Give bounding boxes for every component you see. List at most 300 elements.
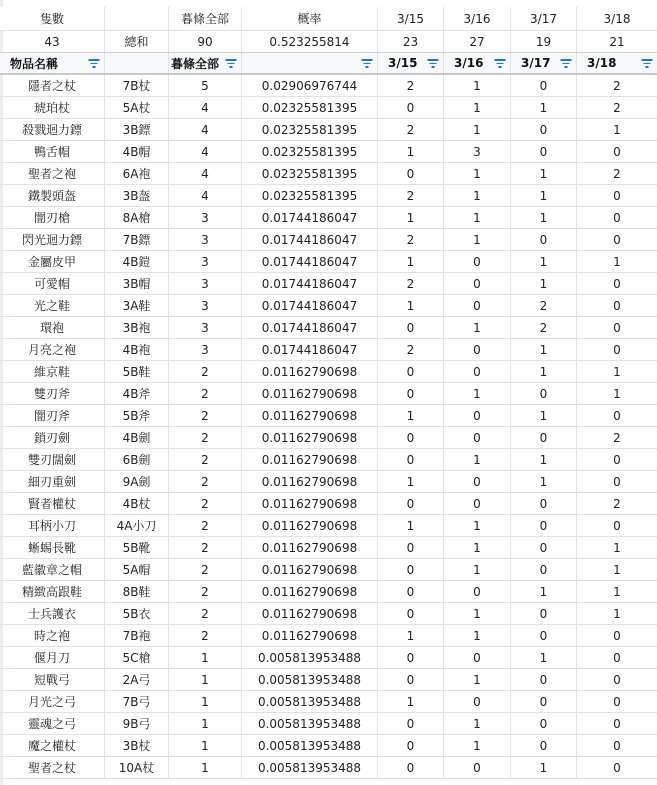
cell-item-prob[interactable]: 0.02906976744: [242, 75, 378, 96]
cell-item-date[interactable]: 0: [444, 493, 511, 514]
cell-item-name[interactable]: 賢者權杖: [0, 493, 105, 514]
cell-item-date[interactable]: 0: [511, 493, 577, 514]
cell-item-name[interactable]: 蜥蜴長靴: [0, 537, 105, 558]
cell-item-name[interactable]: 月光之弓: [0, 691, 105, 712]
cell-item-code[interactable]: 9A劍: [105, 471, 169, 492]
cell-item-name[interactable]: 時之袍: [0, 625, 105, 646]
cell-item-all[interactable]: 2: [169, 625, 242, 646]
cell-item-date[interactable]: 1: [613, 254, 621, 269]
cell-item-date[interactable]: 2: [378, 119, 444, 140]
cell-item-date[interactable]: 0: [444, 273, 511, 294]
cell-item-code[interactable]: 4B劍: [105, 427, 169, 448]
cell-item-date[interactable]: 0: [613, 232, 621, 247]
cell-item-date[interactable]: 1: [511, 339, 577, 360]
cell-item-name[interactable]: 殺戮迴力鏢: [0, 119, 105, 140]
cell-item-prob[interactable]: 0.02325581395: [242, 185, 378, 206]
cell-item-date[interactable]: 1: [378, 207, 444, 228]
cell-item-date[interactable]: 0: [511, 141, 577, 162]
cell-item-prob[interactable]: 0.01162790698: [242, 383, 378, 404]
cell-count-label[interactable]: 隻數: [0, 7, 105, 30]
cell-item-code[interactable]: 5B衣: [105, 603, 169, 624]
cell-item-date[interactable]: 0: [613, 716, 621, 731]
cell-item-date[interactable]: 0: [511, 713, 577, 734]
cell-item-date[interactable]: 0: [511, 691, 577, 712]
cell-item-name[interactable]: 短戰弓: [0, 669, 105, 690]
cell-item-code[interactable]: 8A槍: [105, 207, 169, 228]
cell-item-date[interactable]: 2: [613, 496, 621, 511]
cell-item-name[interactable]: 士兵護衣: [0, 603, 105, 624]
cell-item-date[interactable]: 0: [378, 493, 444, 514]
cell-item-all[interactable]: 3: [169, 251, 242, 272]
cell-item-date[interactable]: 1: [444, 735, 511, 756]
cell-item-all[interactable]: 3: [169, 339, 242, 360]
cell-item-date[interactable]: 1: [511, 471, 577, 492]
cell-item-prob[interactable]: 0.01744186047: [242, 251, 378, 272]
cell-item-name[interactable]: 鐵製頭盔: [0, 185, 105, 206]
cell-item-name[interactable]: 金屬皮甲: [0, 251, 105, 272]
cell-item-date[interactable]: 1: [444, 207, 511, 228]
cell-item-name[interactable]: 魔之權杖: [0, 735, 105, 756]
cell-item-date[interactable]: 1: [613, 364, 621, 379]
cell-blank[interactable]: [105, 7, 169, 30]
cell-item-all[interactable]: 1: [169, 713, 242, 734]
cell-item-name[interactable]: 鴨舌帽: [0, 141, 105, 162]
cell-item-name[interactable]: 靈魂之弓: [0, 713, 105, 734]
cell-item-date[interactable]: 1: [511, 757, 577, 778]
cell-item-prob[interactable]: 0.01162790698: [242, 559, 378, 580]
cell-item-all[interactable]: 2: [169, 581, 242, 602]
cell-date-total[interactable]: 21: [609, 34, 625, 49]
cell-item-date[interactable]: 1: [511, 207, 577, 228]
cell-item-date[interactable]: 1: [378, 691, 444, 712]
cell-item-date[interactable]: 0: [378, 97, 444, 118]
cell-item-all[interactable]: 4: [169, 141, 242, 162]
cell-item-date[interactable]: 0: [511, 537, 577, 558]
cell-item-prob[interactable]: 0.005813953488: [242, 757, 378, 778]
cell-item-date[interactable]: 0: [613, 518, 621, 533]
cell-item-date[interactable]: 0: [613, 408, 621, 423]
cell-item-prob[interactable]: 0.01162790698: [242, 581, 378, 602]
header-date-label: 3/18: [587, 56, 617, 70]
cell-item-prob[interactable]: 0.01744186047: [242, 273, 378, 294]
cell-item-code[interactable]: 5B靴: [105, 537, 169, 558]
cell-item-name[interactable]: 維京鞋: [0, 361, 105, 382]
cell-item-date[interactable]: 2: [613, 430, 621, 445]
table-row: [0, 229, 657, 251]
cell-item-code[interactable]: 8B鞋: [105, 581, 169, 602]
cell-item-date[interactable]: 3: [444, 141, 511, 162]
cell-item-code[interactable]: 5B斧: [105, 405, 169, 426]
cell-item-code[interactable]: 4B斧: [105, 383, 169, 404]
cell-item-date[interactable]: 0: [613, 760, 621, 775]
cell-item-name[interactable]: 月亮之袍: [0, 339, 105, 360]
cell-item-date[interactable]: 1: [444, 163, 511, 184]
cell-item-date[interactable]: 0: [511, 735, 577, 756]
cell-item-code[interactable]: 4B袍: [105, 339, 169, 360]
cell-item-prob[interactable]: 0.01162790698: [242, 493, 378, 514]
cell-item-date[interactable]: 1: [444, 449, 511, 470]
cell-item-name[interactable]: 闇刃槍: [0, 207, 105, 228]
cell-item-prob[interactable]: 0.01744186047: [242, 229, 378, 250]
cell-item-date[interactable]: 2: [613, 78, 621, 93]
filter-icon[interactable]: [225, 58, 237, 68]
cell-item-name[interactable]: 閃光迴力鏢: [0, 229, 105, 250]
cell-item-date[interactable]: 1: [444, 537, 511, 558]
cell-item-all[interactable]: 2: [169, 405, 242, 426]
cell-item-date[interactable]: 1: [613, 606, 621, 621]
cell-item-prob[interactable]: 0.01162790698: [242, 361, 378, 382]
cell-item-prob[interactable]: 0.02325581395: [242, 97, 378, 118]
cell-item-prob[interactable]: 0.01162790698: [242, 625, 378, 646]
cell-item-date[interactable]: 1: [444, 713, 511, 734]
header-code[interactable]: [105, 53, 169, 73]
cell-item-name[interactable]: 鎖刃劍: [0, 427, 105, 448]
cell-item-name[interactable]: 細刃重劍: [0, 471, 105, 492]
cell-item-code[interactable]: 4B杖: [105, 493, 169, 514]
cell-item-date[interactable]: 1: [444, 97, 511, 118]
cell-item-date[interactable]: 1: [511, 251, 577, 272]
cell-item-code[interactable]: 4B帽: [105, 141, 169, 162]
cell-item-date[interactable]: 0: [378, 647, 444, 668]
filter-icon[interactable]: [427, 58, 439, 68]
cell-item-name[interactable]: 琥珀杖: [0, 97, 105, 118]
cell-item-date[interactable]: 0: [378, 559, 444, 580]
cell-item-date[interactable]: 1: [511, 273, 577, 294]
cell-item-name[interactable]: 耳柄小刀: [0, 515, 105, 536]
cell-item-date[interactable]: 0: [444, 427, 511, 448]
cell-item-code[interactable]: 6A袍: [105, 163, 169, 184]
cell-item-code[interactable]: 7B鏢: [105, 229, 169, 250]
cell-total-value[interactable]: 90: [169, 31, 242, 52]
cell-item-code[interactable]: 5C槍: [105, 647, 169, 668]
header-all-label: 暮條全部: [171, 56, 220, 71]
cell-item-date[interactable]: 0: [378, 713, 444, 734]
cell-item-date[interactable]: 1: [613, 386, 621, 401]
cell-item-all[interactable]: 3: [169, 229, 242, 250]
cell-item-all[interactable]: 3: [169, 207, 242, 228]
cell-item-date[interactable]: 0: [444, 405, 511, 426]
cell-item-code[interactable]: 2A弓: [105, 669, 169, 690]
cell-item-date[interactable]: 0: [511, 229, 577, 250]
cell-item-date[interactable]: 2: [511, 295, 577, 316]
cell-item-date[interactable]: 1: [444, 119, 511, 140]
cell-item-date[interactable]: 1: [444, 317, 511, 338]
cell-item-date[interactable]: 0: [378, 603, 444, 624]
cell-item-date[interactable]: 2: [613, 100, 621, 115]
cell-item-date[interactable]: 0: [378, 361, 444, 382]
cell-item-date[interactable]: 0: [511, 75, 577, 96]
filter-icon[interactable]: [560, 58, 572, 68]
cell-item-date[interactable]: 0: [511, 625, 577, 646]
cell-item-date[interactable]: 0: [444, 647, 511, 668]
cell-item-date[interactable]: 0: [378, 669, 444, 690]
cell-item-name[interactable]: 精緻高跟鞋: [0, 581, 105, 602]
cell-item-code[interactable]: 5A帽: [105, 559, 169, 580]
cell-item-all[interactable]: 1: [169, 647, 242, 668]
cell-item-date[interactable]: 1: [511, 449, 577, 470]
header-date[interactable]: [378, 53, 444, 73]
cell-item-code[interactable]: 7B杖: [105, 75, 169, 96]
cell-item-date[interactable]: 1: [378, 251, 444, 272]
filter-icon[interactable]: [494, 58, 506, 68]
cell-item-date[interactable]: 1: [444, 669, 511, 690]
cell-item-date[interactable]: 0: [613, 276, 621, 291]
cell-item-prob[interactable]: 0.005813953488: [242, 713, 378, 734]
cell-item-date[interactable]: 0: [378, 163, 444, 184]
cell-item-name[interactable]: 可愛帽: [0, 273, 105, 294]
header-name[interactable]: [0, 53, 105, 73]
cell-item-all[interactable]: 1: [169, 691, 242, 712]
cell-item-date[interactable]: 1: [444, 559, 511, 580]
cell-item-date[interactable]: 0: [613, 474, 621, 489]
cell-item-prob[interactable]: 0.01162790698: [242, 449, 378, 470]
cell-item-date[interactable]: 0: [613, 342, 621, 357]
cell-total-label[interactable]: 總和: [105, 31, 169, 52]
table-row: [0, 757, 657, 779]
cell-item-prob[interactable]: 0.01162790698: [242, 405, 378, 426]
cell-item-all[interactable]: 3: [169, 273, 242, 294]
cell-date-label[interactable]: 3/15: [378, 7, 444, 30]
cell-item-name[interactable]: 偃月刀: [0, 647, 105, 668]
cell-item-all[interactable]: 2: [169, 471, 242, 492]
cell-item-all[interactable]: 4: [169, 185, 242, 206]
cell-item-all[interactable]: 2: [169, 515, 242, 536]
cell-item-date[interactable]: 0: [511, 559, 577, 580]
cell-item-date[interactable]: 2: [511, 317, 577, 338]
cell-count-value[interactable]: 43: [0, 31, 105, 52]
cell-item-prob[interactable]: 0.005813953488: [242, 669, 378, 690]
cell-item-all[interactable]: 2: [169, 559, 242, 580]
cell-item-code[interactable]: 6B劍: [105, 449, 169, 470]
cell-item-date[interactable]: 0: [444, 295, 511, 316]
cell-item-code[interactable]: 7B弓: [105, 691, 169, 712]
cell-item-code[interactable]: 3B盔: [105, 185, 169, 206]
cell-item-date[interactable]: 2: [378, 339, 444, 360]
table-row: [0, 405, 657, 427]
cell-item-date[interactable]: 0: [613, 738, 621, 753]
cell-item-prob[interactable]: 0.01162790698: [242, 471, 378, 492]
cell-item-date[interactable]: 0: [511, 119, 577, 140]
cell-item-date[interactable]: 0: [378, 735, 444, 756]
cell-item-date[interactable]: 0: [613, 628, 621, 643]
cell-item-all[interactable]: 2: [169, 603, 242, 624]
cell-date-total[interactable]: 19: [511, 31, 577, 52]
cell-item-all[interactable]: 2: [169, 537, 242, 558]
cell-item-date[interactable]: 0: [613, 452, 621, 467]
cell-item-prob[interactable]: 0.005813953488: [242, 691, 378, 712]
cell-item-name[interactable]: 環袍: [0, 317, 105, 338]
header-date[interactable]: [511, 53, 577, 73]
cell-item-name[interactable]: 光之鞋: [0, 295, 105, 316]
cell-item-date[interactable]: 2: [378, 185, 444, 206]
cell-item-date[interactable]: 2: [613, 166, 621, 181]
table-row: [0, 471, 657, 493]
cell-item-date[interactable]: 1: [511, 581, 577, 602]
cell-item-code[interactable]: 7B袍: [105, 625, 169, 646]
header-date[interactable]: [444, 53, 511, 73]
cell-item-code[interactable]: 10A杖: [105, 757, 169, 778]
cell-item-date[interactable]: 1: [511, 647, 577, 668]
table-row: [0, 735, 657, 757]
cell-item-date[interactable]: 2: [378, 273, 444, 294]
cell-prob-label[interactable]: 概率: [242, 7, 378, 30]
cell-item-code[interactable]: 3B杖: [105, 735, 169, 756]
header-prob[interactable]: [242, 53, 378, 73]
cell-item-date[interactable]: 1: [444, 603, 511, 624]
cell-item-name[interactable]: 聖者之杖: [0, 757, 105, 778]
cell-item-prob[interactable]: 0.02325581395: [242, 119, 378, 140]
cell-item-date[interactable]: 0: [444, 691, 511, 712]
cell-item-date[interactable]: 0: [511, 515, 577, 536]
cell-item-prob[interactable]: 0.02325581395: [242, 141, 378, 162]
cell-item-prob[interactable]: 0.005813953488: [242, 735, 378, 756]
cell-item-code[interactable]: 9B弓: [105, 713, 169, 734]
cell-all-label[interactable]: 暮條全部: [169, 7, 242, 30]
table-row: [0, 317, 657, 339]
cell-item-date[interactable]: 1: [444, 625, 511, 646]
cell-item-all[interactable]: 3: [169, 317, 242, 338]
cell-item-date[interactable]: 1: [378, 141, 444, 162]
cell-item-name[interactable]: 藍徽章之帽: [0, 559, 105, 580]
cell-date-label[interactable]: 3/17: [511, 7, 577, 30]
cell-item-date[interactable]: 0: [378, 383, 444, 404]
cell-item-prob[interactable]: 0.01162790698: [242, 603, 378, 624]
cell-item-code[interactable]: 4A小刀: [105, 515, 169, 536]
cell-item-all[interactable]: 4: [169, 163, 242, 184]
cell-item-date[interactable]: 0: [378, 427, 444, 448]
cell-item-code[interactable]: 3B袍: [105, 317, 169, 338]
cell-item-date[interactable]: 1: [444, 515, 511, 536]
filter-icon[interactable]: [88, 58, 100, 68]
cell-date-label[interactable]: 3/16: [444, 7, 511, 30]
cell-item-date[interactable]: 0: [444, 581, 511, 602]
cell-item-all[interactable]: 1: [169, 735, 242, 756]
cell-item-prob[interactable]: 0.01162790698: [242, 537, 378, 558]
cell-item-all[interactable]: 1: [169, 757, 242, 778]
cell-item-date[interactable]: 1: [511, 163, 577, 184]
cell-item-code[interactable]: 3B鏢: [105, 119, 169, 140]
cell-item-date[interactable]: 0: [378, 449, 444, 470]
cell-item-name[interactable]: 闇刃斧: [0, 405, 105, 426]
cell-item-date[interactable]: 0: [613, 188, 621, 203]
cell-item-all[interactable]: 5: [169, 75, 242, 96]
cell-item-name[interactable]: 雙刃闊劍: [0, 449, 105, 470]
cell-item-name[interactable]: 聖者之袍: [0, 163, 105, 184]
cell-item-date[interactable]: 1: [378, 405, 444, 426]
cell-item-date[interactable]: 0: [378, 537, 444, 558]
cell-item-all[interactable]: 3: [169, 295, 242, 316]
cell-item-code[interactable]: 3B帽: [105, 273, 169, 294]
cell-item-date[interactable]: 1: [613, 562, 621, 577]
cell-item-date[interactable]: 1: [511, 405, 577, 426]
cell-item-date[interactable]: 1: [378, 515, 444, 536]
cell-item-date[interactable]: 0: [613, 694, 621, 709]
cell-item-date[interactable]: 1: [613, 584, 621, 599]
cell-item-date[interactable]: 0: [511, 669, 577, 690]
cell-item-code[interactable]: 3A鞋: [105, 295, 169, 316]
table-row: [0, 625, 657, 647]
cell-item-date[interactable]: 1: [378, 295, 444, 316]
cell-item-date[interactable]: 1: [444, 229, 511, 250]
cell-item-date[interactable]: 0: [444, 471, 511, 492]
cell-item-date[interactable]: 2: [378, 75, 444, 96]
filter-icon[interactable]: [641, 58, 653, 68]
header-all[interactable]: [169, 53, 242, 73]
cell-item-all[interactable]: 4: [169, 119, 242, 140]
cell-item-date[interactable]: 1: [444, 383, 511, 404]
header-date[interactable]: [577, 53, 657, 73]
cell-item-date[interactable]: 0: [613, 320, 621, 335]
cell-date-total[interactable]: 23: [378, 31, 444, 52]
cell-item-name[interactable]: 雙刃斧: [0, 383, 105, 404]
cell-item-date[interactable]: 1: [613, 540, 621, 555]
cell-item-all[interactable]: 2: [169, 361, 242, 382]
cell-item-all[interactable]: 2: [169, 383, 242, 404]
cell-item-date[interactable]: 1: [511, 185, 577, 206]
cell-item-date[interactable]: 1: [511, 97, 577, 118]
table-row: [0, 75, 657, 97]
cell-item-date[interactable]: 0: [511, 383, 577, 404]
cell-item-date[interactable]: 0: [378, 317, 444, 338]
cell-item-date[interactable]: 0: [444, 361, 511, 382]
filter-icon[interactable]: [361, 58, 373, 68]
cell-item-date[interactable]: 0: [613, 650, 621, 665]
cell-item-all[interactable]: 2: [169, 427, 242, 448]
cell-item-all[interactable]: 2: [169, 493, 242, 514]
cell-item-date[interactable]: 0: [444, 757, 511, 778]
cell-date-label[interactable]: 3/18: [603, 11, 631, 26]
table-row: [0, 427, 657, 449]
cell-date-total[interactable]: 27: [444, 31, 511, 52]
cell-item-date[interactable]: 1: [511, 361, 577, 382]
cell-item-prob[interactable]: 0.01744186047: [242, 295, 378, 316]
cell-item-name[interactable]: 隱者之杖: [0, 75, 105, 96]
cell-item-code[interactable]: 5A杖: [105, 97, 169, 118]
table-row: [0, 493, 657, 515]
cell-item-date[interactable]: 1: [613, 122, 621, 137]
cell-item-prob[interactable]: 0.02325581395: [242, 163, 378, 184]
cell-item-all[interactable]: 2: [169, 449, 242, 470]
cell-item-prob[interactable]: 0.005813953488: [242, 647, 378, 668]
cell-item-date[interactable]: 0: [444, 251, 511, 272]
cell-item-date[interactable]: 1: [444, 185, 511, 206]
cell-item-date[interactable]: 0: [378, 757, 444, 778]
cell-item-date[interactable]: 1: [378, 471, 444, 492]
cell-item-date[interactable]: 1: [444, 75, 511, 96]
cell-item-date[interactable]: 2: [378, 229, 444, 250]
cell-item-date[interactable]: 0: [613, 672, 621, 687]
cell-item-date[interactable]: 0: [511, 427, 577, 448]
cell-item-date[interactable]: 0: [444, 339, 511, 360]
cell-item-all[interactable]: 1: [169, 669, 242, 690]
cell-item-all[interactable]: 4: [169, 97, 242, 118]
cell-item-code[interactable]: 5B鞋: [105, 361, 169, 382]
cell-item-date[interactable]: 0: [613, 298, 621, 313]
cell-item-prob[interactable]: 0.01744186047: [242, 207, 378, 228]
cell-item-date[interactable]: 1: [378, 625, 444, 646]
cell-item-prob[interactable]: 0.01162790698: [242, 515, 378, 536]
cell-item-date[interactable]: 0: [511, 603, 577, 624]
cell-ratio-value[interactable]: 0.523255814: [242, 31, 378, 52]
cell-item-date[interactable]: 0: [613, 144, 621, 159]
cell-item-prob[interactable]: 0.01744186047: [242, 317, 378, 338]
table-row: [0, 559, 657, 581]
cell-item-prob[interactable]: 0.01744186047: [242, 339, 378, 360]
cell-item-date[interactable]: 0: [378, 581, 444, 602]
cell-item-prob[interactable]: 0.01162790698: [242, 427, 378, 448]
cell-item-code[interactable]: 4B鎧: [105, 251, 169, 272]
cell-item-date[interactable]: 0: [613, 210, 621, 225]
